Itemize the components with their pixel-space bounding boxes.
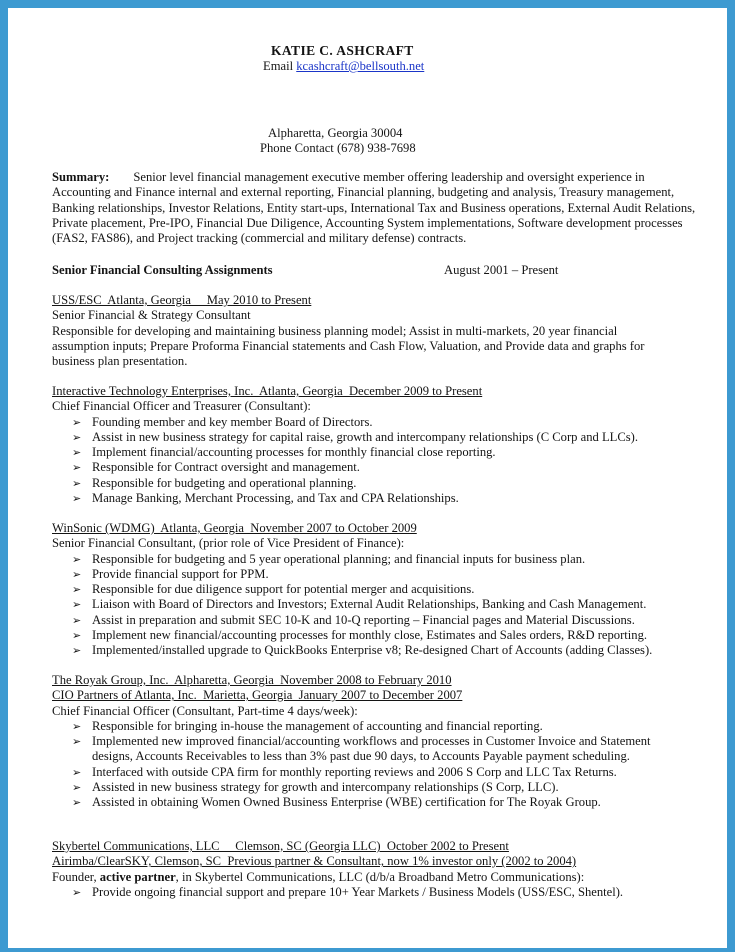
arrow-bullet-icon: ➢	[72, 567, 82, 581]
job-title: Senior Financial Consultant, (prior role of Vice President of Finance):	[52, 536, 405, 551]
bullet-list	[52, 719, 702, 811]
list-item: ➢ Responsible for due diligence support for potential merger and acquisitions.	[72, 582, 475, 597]
arrow-bullet-icon: ➢	[72, 476, 82, 490]
arrow-bullet-icon: ➢	[72, 598, 82, 612]
arrow-bullet-icon: ➢	[72, 885, 82, 899]
summary-text: Senior level financial management executive member offering leadership and oversight experience in Accounting and Finance internal and external reporting, Financial planning, budgeting and analysis, Treasury management, Banking relationships, Investor Relations, Entity start-ups, International Tax and Business operations, External Audit Relations, Private placement, Pre-IPO, Financial Due Diligence, Accounting System implementations, Software development processes (FAS2, FAS86), and Project tracking (commercial and military defense) contracts.	[52, 170, 696, 246]
list-item: ➢ Liaison with Board of Directors and Investors; External Audit Relationships, Banking and Cash Management.	[72, 597, 647, 612]
job-winsonic	[52, 521, 702, 659]
list-item: ➢ Assist in preparation and submit SEC 10-K and 10-Q reporting – Financial pages and Material Discussions.	[72, 612, 635, 627]
email-link[interactable]: kcashcraft@bellsouth.net	[296, 59, 425, 73]
list-item: ➢ Responsible for budgeting and operational planning.	[72, 475, 357, 490]
arrow-bullet-icon: ➢	[72, 644, 82, 658]
job-title: Chief Financial Officer (Consultant, Part-time 4 days/week):	[52, 703, 358, 718]
phone-line: Phone Contact (678) 938-7698	[260, 141, 416, 155]
email-label: Email	[263, 59, 294, 73]
arrow-bullet-icon: ➢	[72, 719, 82, 733]
city-line: Alpharetta, Georgia 30004	[268, 126, 403, 140]
arrow-bullet-icon: ➢	[72, 629, 82, 643]
job-heading: Skybertel Communications, LLC Clemson, SC (Georgia LLC) October 2002 to Present	[52, 839, 509, 853]
list-item: ➢ Interfaced with outside CPA firm for monthly reporting reviews and 2006 S Corp and LLC Tax Returns.	[72, 764, 617, 779]
job-title: Founder, active partner, in Skybertel Communications, LLC (d/b/a Broadband Metro Communications):	[52, 869, 585, 884]
candidate-name: KATIE C. ASHCRAFT	[271, 43, 414, 58]
list-item: ➢ Provide ongoing financial support and prepare 10+ Year Markets / Business Models (USS/ESC, Shentel).	[72, 884, 624, 899]
list-item: ➢ Manage Banking, Merchant Processing, and Tax and CPA Relationships.	[72, 491, 459, 506]
bullet-list	[52, 415, 702, 507]
job-heading: WinSonic (WDMG) Atlanta, Georgia November 2007 to October 2009	[52, 521, 417, 535]
list-item: ➢ Responsible for bringing in-house the management of accounting and financial reporting.	[72, 718, 543, 733]
arrow-bullet-icon: ➢	[72, 781, 82, 795]
arrow-bullet-icon: ➢	[72, 735, 82, 749]
resume-page	[8, 8, 727, 948]
list-item: ➢ Assisted in new business strategy for growth and intercompany relationships (S Corp, LLC).	[72, 780, 559, 795]
list-item: ➢ Responsible for Contract oversight and management.	[72, 460, 360, 475]
resume-header	[263, 42, 523, 74]
job-royak-group	[52, 673, 702, 811]
list-item: ➢ Implemented/installed upgrade to QuickBooks Enterprise v8; Re-designed Chart of Accounts (adding Classes).	[72, 643, 653, 658]
founder-role: active partner	[99, 869, 176, 884]
summary-paragraph	[52, 170, 697, 246]
arrow-bullet-icon: ➢	[72, 796, 82, 810]
list-item: ➢ Implemented new improved financial/accounting workflows and processes in Customer Invoice and Statement designs, Accounts Receivables to less than 3% past due 90 days, to Accounts Payable payment scheduling.	[72, 734, 651, 764]
arrow-bullet-icon: ➢	[72, 446, 82, 460]
job-description: Responsible for developing and maintaining business planning model; Assist in multi-markets, 20 year financial assumption inputs; Prepare Proforma Financial statements and Cash Flow, Valuation, and Provide data and graphs for business plan presentation.	[52, 323, 645, 369]
job-skybertel	[52, 839, 702, 900]
bullet-list	[52, 885, 702, 900]
job-title: Chief Financial Officer and Treasurer (Consultant):	[52, 399, 311, 414]
section-title: Senior Financial Consulting Assignments	[52, 263, 273, 277]
section-dates: August 2001 – Present	[444, 263, 559, 277]
job-heading: The Royak Group, Inc. Alpharetta, Georgia November 2008 to February 2010	[52, 673, 452, 687]
list-item: ➢ Implement financial/accounting processes for monthly financial close reporting.	[72, 445, 496, 460]
list-item: ➢ Founding member and key member Board of Directors.	[72, 414, 373, 429]
job-heading-secondary: CIO Partners of Atlanta, Inc. Marietta, Georgia January 2007 to December 2007	[52, 688, 463, 703]
list-item: ➢ Responsible for budgeting and 5 year operational planning; and financial inputs for business plan.	[72, 551, 586, 566]
arrow-bullet-icon: ➢	[72, 613, 82, 627]
contact-address	[260, 126, 500, 156]
job-interactive-technology	[52, 384, 702, 506]
list-item: ➢ Provide financial support for PPM.	[72, 566, 269, 581]
arrow-bullet-icon: ➢	[72, 765, 82, 779]
arrow-bullet-icon: ➢	[72, 492, 82, 506]
job-heading: USS/ESC Atlanta, Georgia May 2010 to Present	[52, 293, 312, 307]
list-item: ➢ Assist in new business strategy for capital raise, growth and intercompany relationships (C Corp and LLCs).	[72, 429, 638, 444]
bullet-list	[52, 552, 702, 659]
arrow-bullet-icon: ➢	[72, 552, 82, 566]
arrow-bullet-icon: ➢	[72, 461, 82, 475]
job-heading: Interactive Technology Enterprises, Inc. Atlanta, Georgia December 2009 to Present	[52, 384, 483, 398]
arrow-bullet-icon: ➢	[72, 430, 82, 444]
summary-label: Summary:	[52, 170, 110, 184]
list-item: ➢ Implement new financial/accounting processes for monthly close, Estimates and Sales orders, R&D reporting.	[72, 628, 648, 643]
job-heading-secondary: Airimba/ClearSKY, Clemson, SC Previous partner & Consultant, now 1% investor only (2002 to 2004)	[52, 854, 577, 869]
list-item: ➢ Assisted in obtaining Women Owned Business Enterprise (WBE) certification for The Royak Group.	[72, 795, 601, 810]
email-row	[263, 59, 523, 74]
job-uss-esc	[52, 293, 702, 369]
arrow-bullet-icon: ➢	[72, 583, 82, 597]
job-title: Senior Financial & Strategy Consultant	[52, 308, 251, 323]
arrow-bullet-icon: ➢	[72, 415, 82, 429]
